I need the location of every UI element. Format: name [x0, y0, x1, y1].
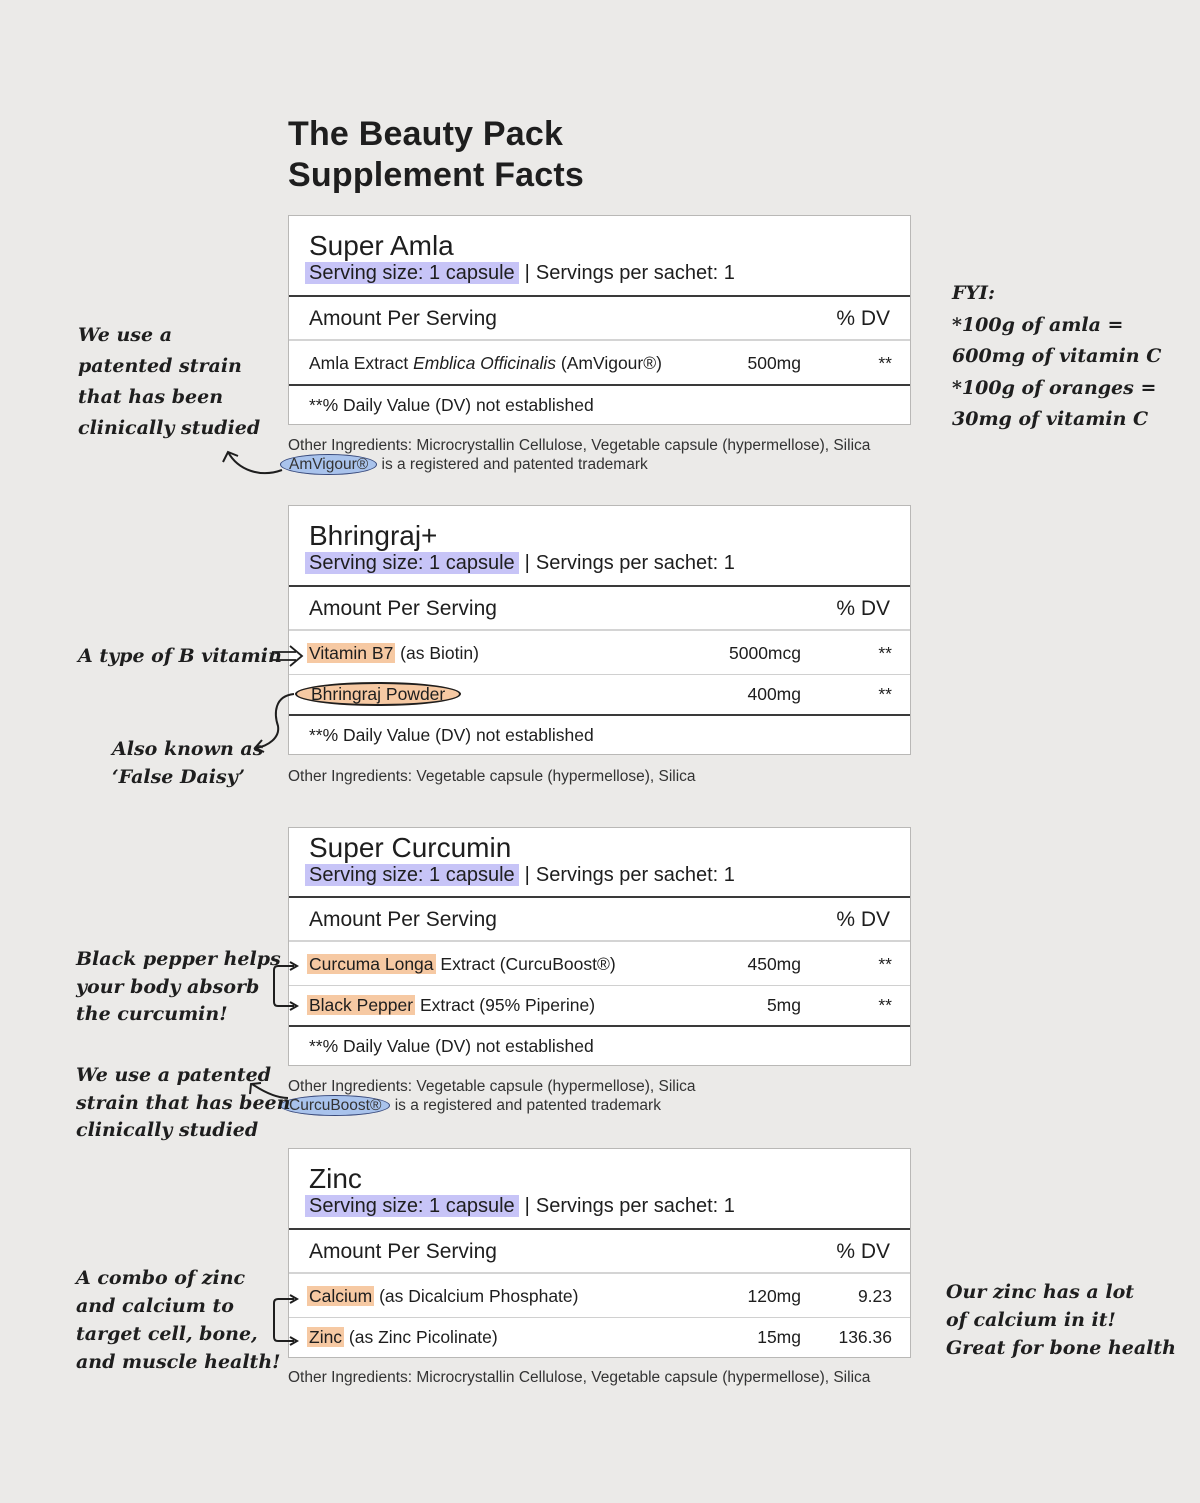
- ingredient-name: Amla Extract Emblica Officinalis (AmVigour®): [309, 353, 662, 373]
- serving-line: Serving size: 1 capsule | Servings per sachet: 1: [305, 1193, 735, 1219]
- ingredient-row: [289, 1317, 910, 1357]
- servings-per-sachet: Servings per sachet: 1: [535, 262, 735, 284]
- product-name: Bhringraj+: [309, 520, 438, 551]
- amount-per-serving-header: [289, 898, 910, 942]
- ingredient-name: Vitamin B7 (as Biotin): [309, 643, 479, 663]
- arrow-to-amvigour-icon: [220, 440, 290, 480]
- servings-per-sachet: Servings per sachet: 1: [535, 864, 735, 886]
- ingredient-dv: 9.23: [857, 1286, 892, 1306]
- aps-label: Amount Per Serving: [309, 597, 497, 620]
- ingredient-row: [289, 674, 910, 714]
- panel-zinc: [288, 1148, 911, 1358]
- trademark-pill: AmVigour®: [280, 454, 377, 475]
- ingredient-dv: **: [878, 643, 892, 663]
- bracket-arrow-curcumin-icon: [266, 954, 302, 1014]
- panel-header: [289, 506, 910, 587]
- note-b-vitamin: A type of B vitamin: [78, 645, 282, 667]
- servings-per-sachet: Servings per sachet: 1: [535, 552, 735, 574]
- other-ingredients: Other Ingredients: Vegetable capsule (hypermellose), Silica: [288, 768, 696, 785]
- arrow-to-curcuboost-icon: [246, 1078, 292, 1102]
- double-arrow-icon: [270, 644, 306, 670]
- product-name: Zinc: [309, 1163, 362, 1194]
- trademark-line: CurcuBoost® is a registered and patented trademark: [288, 1096, 696, 1115]
- other-ingredients: Other Ingredients: Vegetable capsule (hypermellose), Silica CurcuBoost® is a registered and patented trademark: [288, 1077, 696, 1115]
- aps-label: Amount Per Serving: [309, 1240, 497, 1263]
- dv-footnote: **% Daily Value (DV) not established: [289, 714, 910, 754]
- other-ingredients: Other Ingredients: Microcrystallin Cellulose, Vegetable capsule (hypermellose), Silica: [288, 1369, 871, 1386]
- note-false-daisy: Also known as ‘False Daisy’: [112, 738, 264, 788]
- aps-label: Amount Per Serving: [309, 307, 497, 330]
- ingredient-dv: **: [878, 353, 892, 373]
- dv-label: % DV: [836, 1240, 890, 1263]
- ingredient-amount: 15mg: [757, 1327, 801, 1347]
- serving-size: Serving size: 1 capsule: [305, 864, 519, 886]
- panel-header: [289, 828, 910, 898]
- note-patented-strain-amla: We use a patented strain that has been clinically studied: [78, 324, 261, 439]
- note-patented-strain-curcu: We use a patented strain that has been clinically studied: [76, 1064, 291, 1141]
- note-black-pepper: Black pepper helps your body absorb the curcumin!: [76, 948, 281, 1025]
- aps-label: Amount Per Serving: [309, 908, 497, 931]
- note-zinc-calcium-bone: Our zinc has a lot of calcium in it! Great for bone health: [946, 1281, 1176, 1359]
- ingredient-amount: 5000mcg: [729, 643, 801, 663]
- dv-footnote: **% Daily Value (DV) not established: [289, 384, 910, 424]
- ingredient-name: Curcuma Longa Extract (CurcuBoost®): [309, 954, 616, 974]
- panel-super-amla: [288, 215, 911, 425]
- ingredient-name: Bhringraj Powder: [309, 684, 461, 705]
- ingredient-name: Calcium (as Dicalcium Phosphate): [309, 1286, 579, 1306]
- title-line-2: Supplement Facts: [288, 156, 585, 194]
- panel-super-curcumin: [288, 827, 911, 1066]
- amount-per-serving-header: [289, 297, 910, 341]
- title-line-1: The Beauty Pack: [288, 115, 564, 153]
- ingredient-name: Zinc (as Zinc Picolinate): [309, 1327, 498, 1347]
- product-name: Super Amla: [309, 230, 454, 261]
- dv-label: % DV: [836, 307, 890, 330]
- arrow-to-bhringraj-icon: [248, 690, 298, 754]
- bracket-arrow-zinc-icon: [266, 1287, 302, 1349]
- ingredient-amount: 500mg: [747, 353, 801, 373]
- ingredient-dv: **: [878, 954, 892, 974]
- ingredient-row: [289, 344, 910, 384]
- dv-label: % DV: [836, 597, 890, 620]
- ingredient-row: [289, 985, 910, 1025]
- ingredient-amount: 400mg: [747, 684, 801, 704]
- page-title: [288, 114, 584, 196]
- product-name: Super Curcumin: [309, 832, 512, 863]
- ingredient-dv: 136.36: [838, 1327, 892, 1347]
- dv-footnote: **% Daily Value (DV) not established: [289, 1025, 910, 1065]
- ingredient-dv: **: [878, 995, 892, 1015]
- serving-size: Serving size: 1 capsule: [305, 552, 519, 574]
- note-fyi-vitamin-c: FYI: *100g of amla = 600mg of vitamin C *100g of oranges = 30mg of vitamin C: [952, 282, 1162, 430]
- amount-per-serving-header: [289, 1230, 910, 1274]
- servings-per-sachet: Servings per sachet: 1: [535, 1195, 735, 1217]
- serving-line: Serving size: 1 capsule | Servings per sachet: 1: [305, 550, 735, 576]
- serving-line: Serving size: 1 capsule | Servings per sachet: 1: [305, 260, 735, 286]
- ingredient-row: [289, 634, 910, 674]
- ingredient-row: [289, 1277, 910, 1317]
- ingredient-amount: 450mg: [747, 954, 801, 974]
- trademark-pill: CurcuBoost®: [280, 1095, 390, 1116]
- note-zinc-calcium-combo: A combo of zinc and calcium to target cell, bone, and muscle health!: [76, 1267, 281, 1373]
- ingredient-name: Black Pepper Extract (95% Piperine): [309, 995, 596, 1015]
- amount-per-serving-header: [289, 587, 910, 631]
- trademark-line: AmVigour® is a registered and patented trademark: [288, 455, 870, 474]
- other-ingredients: Other Ingredients: Microcrystallin Cellulose, Vegetable capsule (hypermellose), Silica AmVigour® is a registered and patented trademark: [288, 436, 870, 474]
- panel-header: [289, 216, 910, 297]
- serving-size: Serving size: 1 capsule: [305, 1195, 519, 1217]
- ingredient-amount: 5mg: [766, 995, 801, 1015]
- ingredient-amount: 120mg: [747, 1286, 801, 1306]
- ingredient-row: [289, 945, 910, 985]
- dv-label: % DV: [836, 908, 890, 931]
- ingredient-dv: **: [878, 684, 892, 704]
- serving-size: Serving size: 1 capsule: [305, 262, 519, 284]
- panel-header: [289, 1149, 910, 1230]
- serving-line: Serving size: 1 capsule | Servings per sachet: 1: [305, 862, 735, 888]
- panel-bhringraj: [288, 505, 911, 755]
